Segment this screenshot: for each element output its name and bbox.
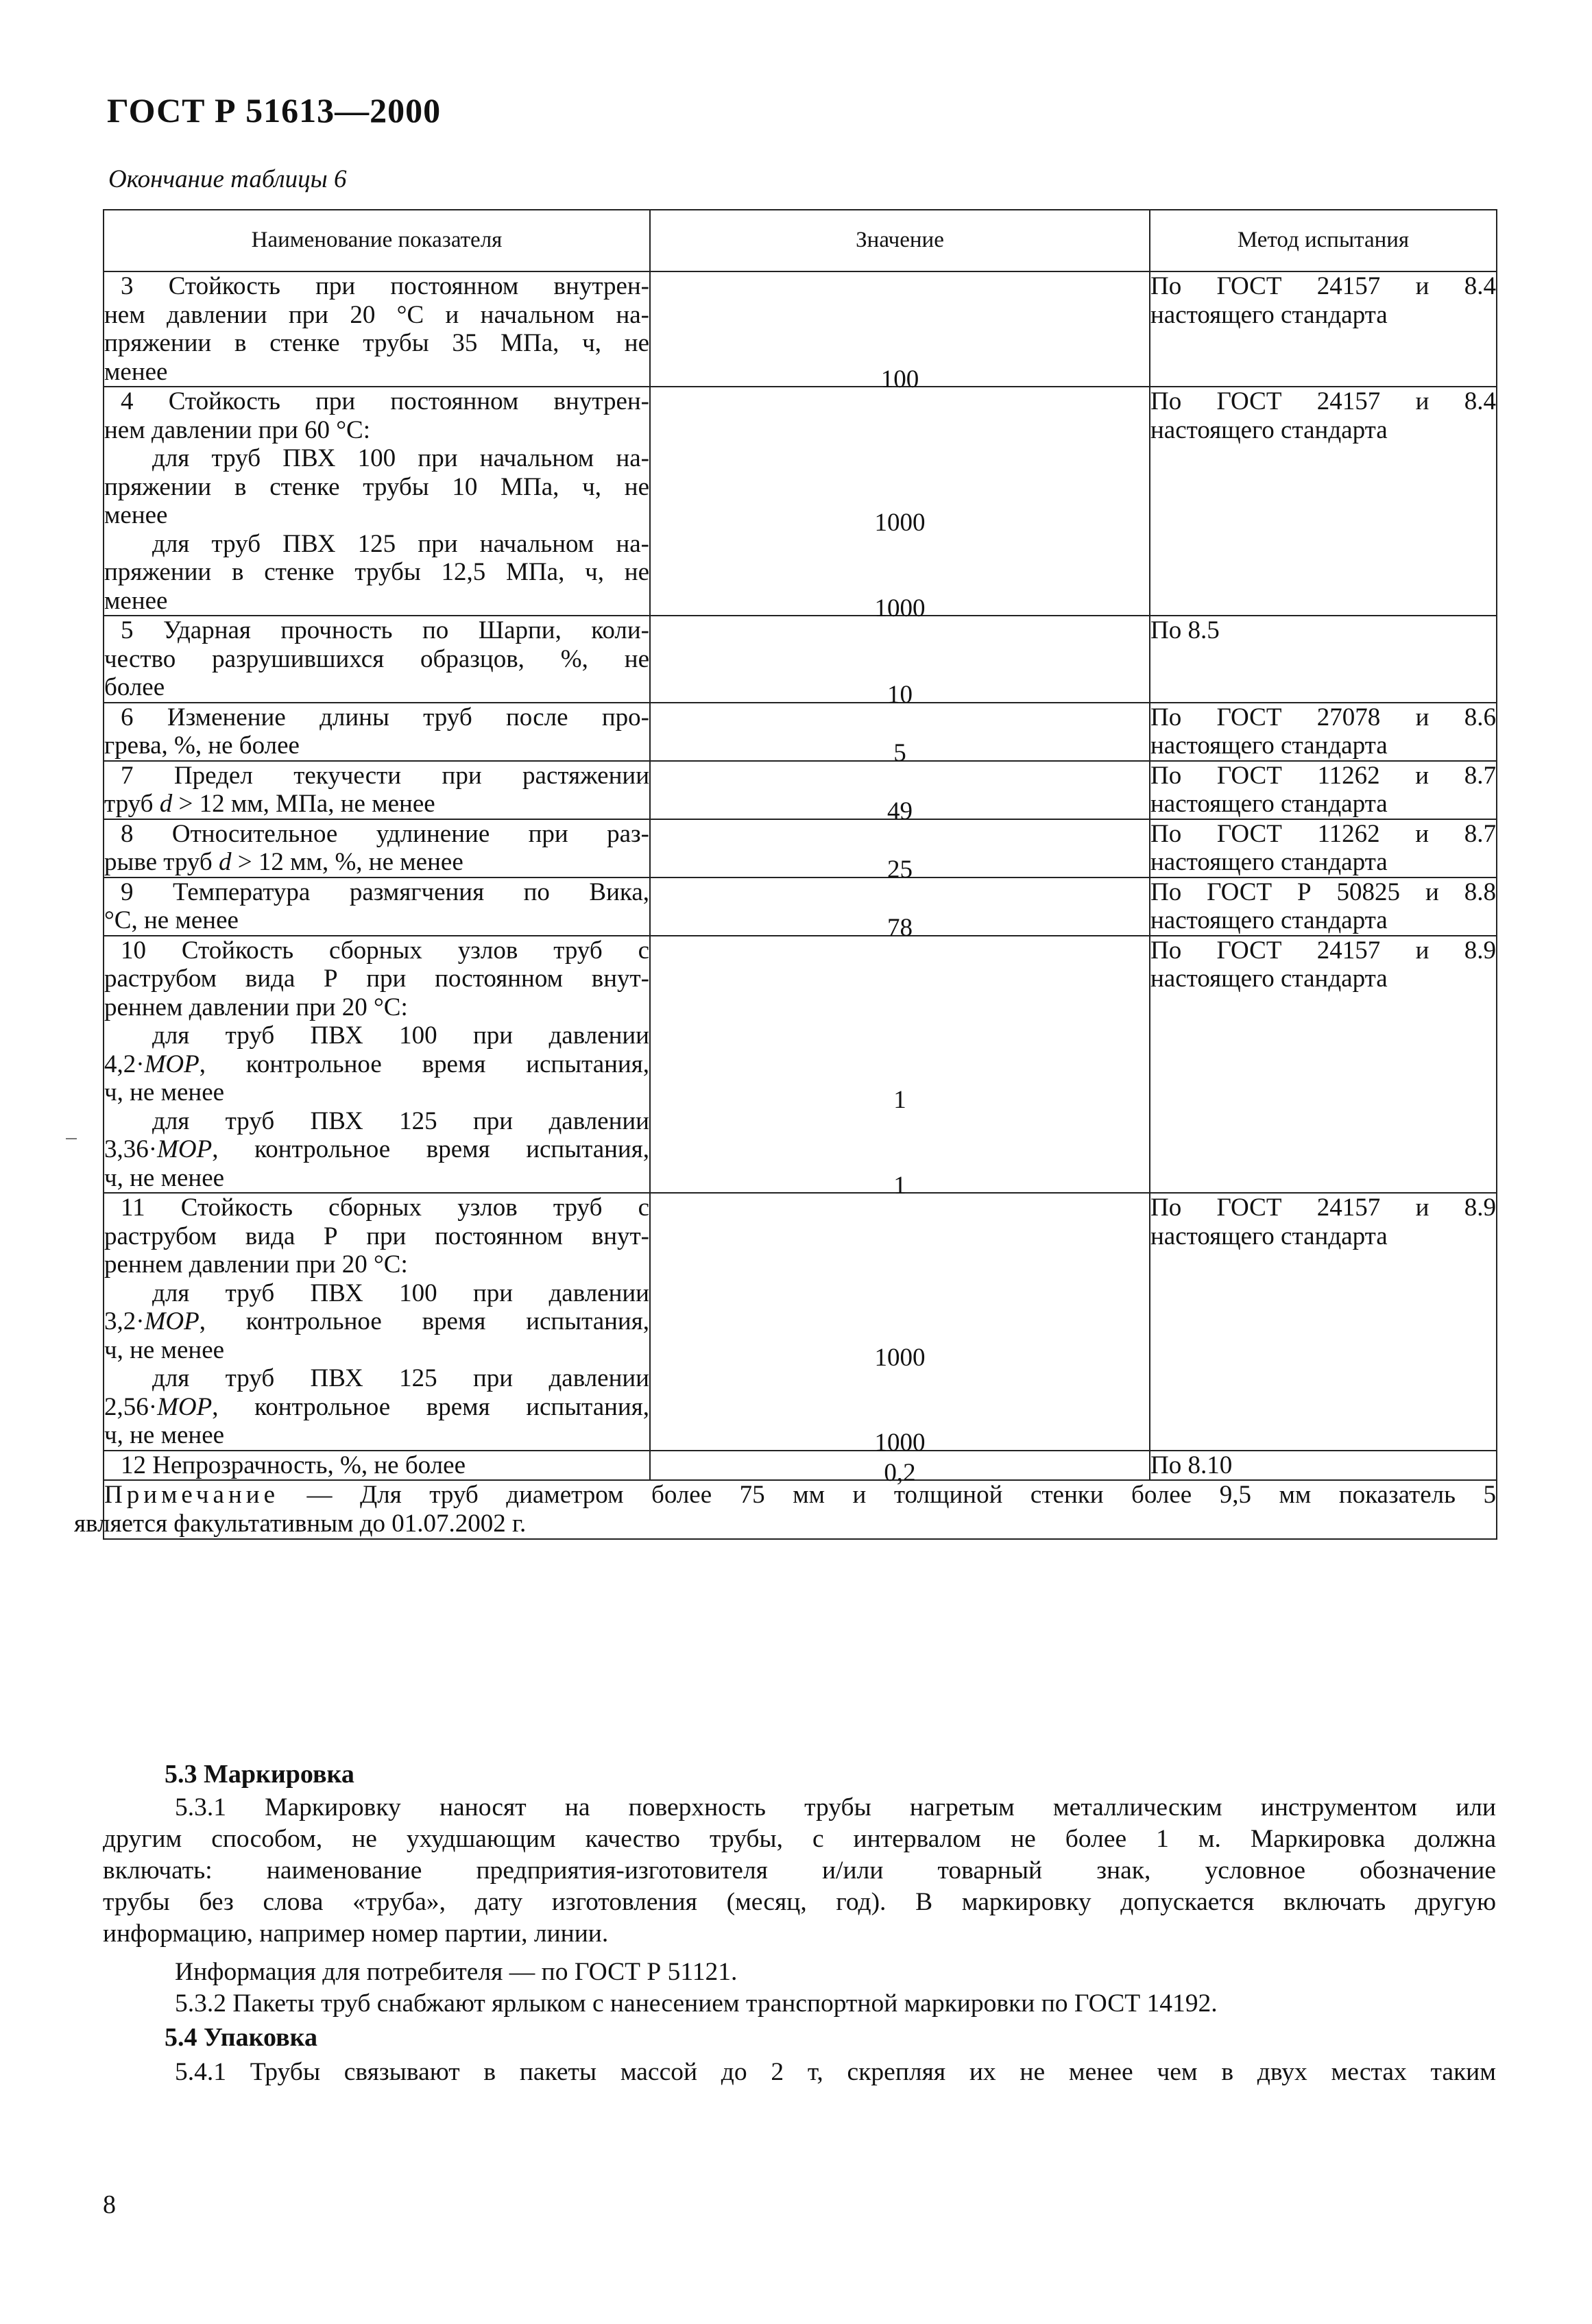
test-method-line: настоящего стандарта	[1150, 300, 1388, 329]
indicator-name-line: нем давлении при 20 °С и начальном на-	[104, 300, 649, 329]
value-cell	[650, 936, 1150, 1200]
indicator-name-line: чество разрушившихся образцов, %, не	[104, 644, 649, 673]
test-method-line: настоящего стандарта	[1150, 965, 1388, 993]
test-method-line: По ГОСТ 11262 и 8.7	[1150, 761, 1496, 790]
indicator-name-line: для труб ПВХ 100 при давлении	[152, 1279, 649, 1307]
test-method-cell	[1150, 703, 1497, 761]
paragraph-5-3-1	[103, 1792, 1496, 1950]
test-method-line: По ГОСТ 24157 и 8.9	[1150, 1194, 1496, 1222]
test-method-line: настоящего стандарта	[1150, 906, 1388, 934]
paragraph-line: другим способом, не ухудшающим качество трубы, с интервалом не более 1 м. Маркировка должна	[103, 1825, 1496, 1853]
paragraph-5-4-1	[103, 2057, 1496, 2088]
table-row	[104, 616, 1497, 703]
indicator-name-line: для труб ПВХ 125 при давлении	[152, 1106, 649, 1135]
indicator-name-cell	[104, 387, 650, 616]
test-method-cell	[1150, 877, 1497, 936]
value-cell	[650, 819, 1150, 884]
column-header-name: Наименование показателя	[104, 210, 650, 271]
indicator-name-line: 12 Непрозрачность, %, не более	[121, 1451, 466, 1479]
indicator-name-cell	[104, 819, 650, 877]
test-method-line: По ГОСТ 11262 и 8.7	[1150, 819, 1496, 848]
indicator-name-line: нем давлении при 60 °С:	[104, 415, 371, 444]
test-method-line: настоящего стандарта	[1150, 1222, 1388, 1250]
indicator-name-line: более	[104, 673, 165, 701]
indicator-name-line: °С, не менее	[104, 906, 239, 934]
test-method-cell	[1150, 819, 1497, 877]
test-method-cell	[1150, 271, 1497, 387]
table-row	[104, 387, 1497, 616]
table-caption: Окончание таблицы 6	[108, 165, 347, 193]
indicator-name-line: для труб ПВХ 100 при начальном на-	[152, 444, 649, 472]
table-row	[104, 877, 1497, 936]
value-cell	[650, 761, 1150, 825]
value-text: 0,2	[884, 1458, 916, 1487]
indicator-name-line: 5 Ударная прочность по Шарпи, коли-	[121, 616, 649, 644]
indicator-name-line: для труб ПВХ 100 при давлении	[152, 1021, 649, 1050]
indicator-name-cell	[104, 1193, 650, 1451]
section-heading-marking: 5.3 Маркировка	[165, 1760, 354, 1789]
value-cell	[650, 1193, 1150, 1457]
value-text: 1000	[874, 1343, 926, 1372]
indicator-name-line: реннем давлении при 20 °С:	[104, 993, 408, 1021]
indicator-name-line: 10 Стойкость сборных узлов труб с	[121, 936, 649, 965]
test-method-line: По ГОСТ 24157 и 8.4	[1150, 272, 1496, 300]
table-row	[104, 1451, 1497, 1481]
test-method-cell	[1150, 616, 1497, 703]
column-header-value: Значение	[650, 210, 1150, 271]
test-method-line: настоящего стандарта	[1150, 790, 1388, 818]
table-row	[104, 271, 1497, 387]
value-cell	[650, 1451, 1150, 1487]
test-method-cell	[1150, 936, 1497, 1194]
value-text: 1	[893, 1171, 906, 1200]
indicator-name-line: рыве труб d > 12 мм, %, не менее	[104, 848, 463, 876]
indicator-name-line: 3,2·MOP, контрольное время испытания,	[104, 1307, 649, 1335]
indicator-name-line: пряжении в стенке трубы 35 МПа, ч, не	[104, 329, 649, 357]
test-method-cell	[1150, 1193, 1497, 1451]
paragraph-line: 5.3.1 Маркировку наносят на поверхность трубы нагретым металлическим инструментом или	[175, 1793, 1496, 1821]
indicator-name-line: для труб ПВХ 125 при давлении	[152, 1364, 649, 1392]
indicator-name-line: раструбом вида Р при постоянном внут-	[104, 1222, 649, 1250]
table-note	[74, 1480, 1497, 1539]
note-label: Примечание	[104, 1481, 279, 1509]
test-method-line: настоящего стандарта	[1150, 731, 1388, 760]
value-text: 1000	[874, 509, 926, 537]
paragraph-line: Информация для потребителя — по ГОСТ Р 51121.	[175, 1958, 738, 1986]
indicator-name-line: 2,56·MOP, контрольное время испытания,	[104, 1392, 649, 1421]
indicator-name-line: 7 Предел текучести при растяжении	[121, 761, 649, 790]
table-row	[104, 936, 1497, 1194]
specs-table	[74, 209, 1497, 1540]
test-method-line: По ГОСТ 24157 и 8.9	[1150, 936, 1496, 965]
value-text: 100	[880, 365, 919, 394]
indicator-name-line: пряжении в стенке трубы 12,5 МПа, ч, не	[104, 558, 649, 586]
indicator-name-cell	[104, 703, 650, 761]
indicator-name-cell	[104, 616, 650, 703]
document-header: ГОСТ Р 51613—2000	[107, 91, 442, 130]
indicator-name-line: менее	[104, 501, 168, 529]
indicator-name-cell	[104, 877, 650, 936]
indicator-name-line: грева, %, не более	[104, 731, 300, 760]
indicator-name-line: труб d > 12 мм, МПа, не менее	[104, 790, 435, 818]
table-note-row	[104, 1480, 1497, 1539]
value-text: 5	[893, 739, 906, 767]
page-number: 8	[103, 2190, 116, 2219]
indicator-name-line: 3,36·MOP, контрольное время испытания,	[104, 1135, 649, 1163]
test-method-line: По ГОСТ 27078 и 8.6	[1150, 703, 1496, 731]
indicator-name-cell	[104, 1451, 650, 1481]
indicator-name-line: 3 Стойкость при постоянном внутрен-	[121, 272, 649, 300]
indicator-name-cell	[104, 271, 650, 387]
margin-mark	[66, 1138, 77, 1139]
paragraph-5-3-2	[103, 1988, 1496, 2020]
column-header-method: Метод испытания	[1150, 210, 1497, 271]
indicator-name-line: реннем давлении при 20 °С:	[104, 1250, 408, 1279]
test-method-line: По 8.10	[1150, 1451, 1233, 1479]
indicator-name-line: раструбом вида Р при постоянном внут-	[104, 965, 649, 993]
indicator-name-line: ч, не менее	[104, 1078, 225, 1106]
indicator-name-line: 4 Стойкость при постоянном внутрен-	[121, 387, 649, 415]
test-method-cell	[1150, 387, 1497, 616]
value-text: 25	[887, 856, 913, 884]
value-cell	[650, 271, 1150, 394]
value-text: 1	[893, 1086, 906, 1114]
value-text: 49	[887, 797, 913, 825]
table-row	[104, 819, 1497, 877]
paragraph-line: 5.3.2 Пакеты труб снабжают ярлыком с нанесением транспортной маркировки по ГОСТ 14192.	[175, 1989, 1218, 2018]
test-method-cell	[1150, 761, 1497, 819]
indicator-name-line: ч, не менее	[104, 1163, 225, 1192]
indicator-name-line: 8 Относительное удлинение при раз-	[121, 819, 649, 848]
indicator-name-line: 4,2·MOP, контрольное время испытания,	[104, 1050, 649, 1078]
paragraph-line: 5.4.1 Трубы связывают в пакеты массой до 2 т, скрепляя их не менее чем в двух местах таким	[175, 2058, 1496, 2086]
paragraph-line: включать: наименование предприятия-изготовителя и/или товарный знак, условное обозначение	[103, 1856, 1496, 1885]
test-method-line: настоящего стандарта	[1150, 848, 1388, 876]
value-text: 1000	[874, 594, 926, 622]
test-method-line: По 8.5	[1150, 616, 1220, 644]
value-text: 78	[887, 914, 913, 942]
paragraph-consumer-info	[103, 1957, 1496, 1988]
indicator-name-line: ч, не менее	[104, 1421, 225, 1449]
indicator-name-line: пряжении в стенке трубы 10 МПа, ч, не	[104, 472, 649, 501]
indicator-name-line: менее	[104, 586, 168, 615]
test-method-line: По ГОСТ Р 50825 и 8.8	[1150, 877, 1496, 906]
test-method-cell	[1150, 1451, 1497, 1481]
value-text: 1000	[874, 1429, 926, 1457]
note-text-line-2: является факультативным до 01.07.2002 г.	[74, 1510, 527, 1538]
value-cell	[650, 616, 1150, 709]
indicator-name-cell	[104, 936, 650, 1194]
test-method-line: По ГОСТ 24157 и 8.4	[1150, 387, 1496, 415]
indicator-name-line: 11 Стойкость сборных узлов труб с	[121, 1194, 649, 1222]
value-text: 10	[887, 681, 913, 709]
indicator-name-line: 9 Температура размягчения по Вика,	[121, 877, 649, 906]
value-cell	[650, 877, 1150, 942]
indicator-name-line: ч, не менее	[104, 1335, 225, 1364]
indicator-name-line: 6 Изменение длины труб после про-	[121, 703, 649, 731]
indicator-name-line: для труб ПВХ 125 при начальном на-	[152, 529, 649, 558]
value-cell	[650, 703, 1150, 767]
value-cell	[650, 387, 1150, 622]
table-header-row	[104, 210, 1497, 271]
paragraph-line: трубы без слова «труба», дату изготовления (месяц, год). В маркировку допускается включать другую	[103, 1888, 1496, 1916]
test-method-line: настоящего стандарта	[1150, 415, 1388, 444]
table-row	[104, 1193, 1497, 1451]
indicator-name-line: менее	[104, 357, 168, 386]
note-text-line-1: — Для труб диаметром более 75 мм и толщиной стенки более 9,5 мм показатель 5	[279, 1481, 1496, 1509]
indicator-name-cell	[104, 761, 650, 819]
section-heading-packing: 5.4 Упаковка	[165, 2023, 317, 2052]
table-row	[104, 761, 1497, 819]
paragraph-line: информацию, например номер партии, линии.	[103, 1920, 609, 1948]
table-row	[104, 703, 1497, 761]
